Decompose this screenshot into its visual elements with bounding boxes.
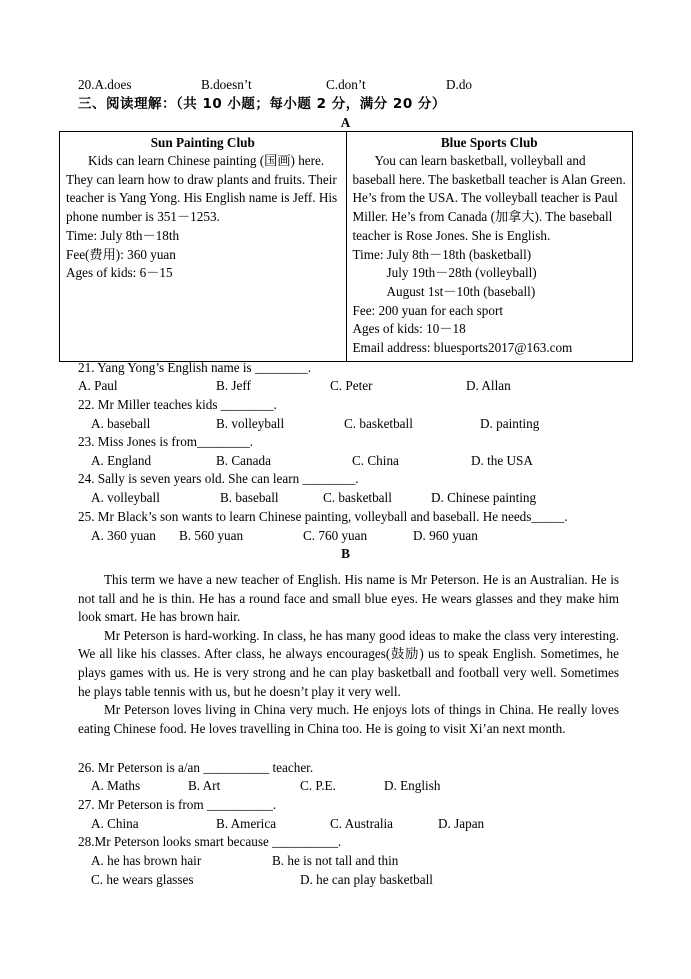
q26-options	[0, 777, 691, 795]
passage-b-paragraph-2: Mr Peterson is hard-working. In class, he has many good ideas to make the class very interesting. We all like his classes. After class, he always encourages(鼓励) us to speak English. Sometimes, he plays games with us. He is very strong and he can play basketball and football very well. Sometimes he plays table tennis with us, but he doesn’t play it very well.	[78, 627, 619, 699]
q23-options	[0, 452, 691, 470]
q24-option-a: A. volleyball	[91, 490, 160, 505]
club-right-time-baseball: August 1st－10th (baseball)	[386, 283, 536, 299]
q22-option-a: A. baseball	[91, 416, 151, 431]
q27-option-d: D. Japan	[438, 816, 485, 831]
q27-option-b: B. America	[216, 816, 277, 831]
sun-painting-club	[60, 132, 347, 362]
q20-option-a: 20.A.does	[78, 77, 132, 92]
q28-option-b: B. he is not tall and thin	[272, 853, 399, 868]
q28-option-c: C. he wears glasses	[91, 872, 194, 887]
club-right-time-volleyball: July 19th－28th (volleyball)	[386, 265, 537, 281]
q23-option-b: B. Canada	[216, 453, 271, 468]
q20-option-b: B.doesn’t	[201, 77, 252, 92]
q28-options-row-1	[0, 852, 691, 870]
q26-option-c: C. P.E.	[300, 778, 336, 793]
q26-stem: 26. Mr Peterson is a/an __________ teacher.	[78, 760, 314, 775]
q24-option-d: D. Chinese painting	[431, 490, 537, 505]
q22-stem: 22. Mr Miller teaches kids ________.	[78, 397, 277, 412]
club-right-email: Email address: bluesports2017@163.com	[352, 340, 573, 356]
q27-options	[0, 815, 691, 833]
q26-option-d: D. English	[384, 778, 441, 793]
q25-options	[0, 527, 691, 545]
club-right-title: Blue Sports Club	[440, 135, 538, 150]
q21-option-d: D. Allan	[466, 378, 511, 393]
q24-option-c: C. basketball	[323, 490, 392, 505]
q23-stem: 23. Miss Jones is from________.	[78, 434, 254, 449]
q28-stem: 28.Mr Peterson looks smart because __________.	[78, 834, 342, 849]
club-right-ages: Ages of kids: 10－18	[352, 321, 466, 337]
q25-stem: 25. Mr Black’s son wants to learn Chinese painting, volleyball and baseball. He needs_____.	[78, 509, 568, 524]
q22-options	[0, 415, 691, 433]
q26-option-b: B. Art	[188, 778, 221, 793]
q24-option-b: B. baseball	[220, 490, 279, 505]
q27-option-a: A. China	[91, 816, 139, 831]
q22-option-d: D. painting	[480, 416, 540, 431]
part-a-label: A	[340, 115, 351, 130]
q23-option-c: C. China	[352, 453, 399, 468]
passage-b-paragraph-3: Mr Peterson loves living in China very much. He enjoys lots of things in China. He really loves eating Chinese food. He loves travelling in China too. He is going to visit Xi’an next month.	[78, 702, 619, 736]
passage-b	[78, 571, 619, 738]
q27-option-c: C. Australia	[330, 816, 394, 831]
q21-option-c: C. Peter	[330, 378, 373, 393]
q24-options	[0, 489, 691, 507]
q25-option-b: B. 560 yuan	[179, 528, 244, 543]
club-right-desc: You can learn basketball, volleyball and baseball here. The basketball teacher is Alan Green. He’s from the USA. The volleyball teacher is Paul Miller. He’s from Canada (加拿大). The baseball teacher is Rose Jones. She is English.	[352, 153, 626, 243]
blue-sports-club	[346, 132, 633, 362]
q24-stem: 24. Sally is seven years old. She can learn ________.	[78, 471, 359, 486]
part-b-label: B	[341, 546, 350, 561]
q26-option-a: A. Maths	[91, 778, 141, 793]
q27-stem: 27. Mr Peterson is from __________.	[78, 797, 277, 812]
q23-option-a: A. England	[91, 453, 152, 468]
q21-stem: 21. Yang Yong’s English name is ________.	[78, 360, 312, 375]
club-left-title: Sun Painting Club	[150, 135, 255, 150]
passage-b-paragraph-1: This term we have a new teacher of English. His name is Mr Peterson. He is an Australian. He is not tall and he is thin. He has a round face and small blue eyes. He wears glasses and they make him look smart. He has brown hair.	[78, 572, 619, 625]
club-left-time: Time: July 8th－18th	[66, 227, 180, 243]
club-left-ages: Ages of kids: 6－15	[66, 265, 173, 281]
q21-option-b: B. Jeff	[216, 378, 251, 393]
q25-option-c: C. 760 yuan	[303, 528, 368, 543]
q25-option-a: A. 360 yuan	[91, 528, 156, 543]
question-20	[0, 76, 691, 94]
q22-option-b: B. volleyball	[216, 416, 285, 431]
club-left-fee: Fee(费用): 360 yuan	[66, 246, 176, 262]
section-header: 三、阅读理解：（共 10 小题；每小题 2 分，满分 20 分）	[78, 96, 446, 112]
club-right-fee: Fee: 200 yuan for each sport	[352, 302, 504, 318]
q20-option-c: C.don’t	[326, 77, 366, 92]
q20-option-d: D.do	[446, 77, 473, 92]
club-right-time-basketball: Time: July 8th－18th (basketball)	[352, 246, 532, 262]
clubs-table	[59, 131, 633, 362]
q25-option-d: D. 960 yuan	[413, 528, 478, 543]
q28-option-d: D. he can play basketball	[300, 872, 433, 887]
q23-option-d: D. the USA	[471, 453, 533, 468]
q28-options-row-2	[0, 871, 691, 889]
q21-option-a: A. Paul	[78, 378, 118, 393]
q28-option-a: A. he has brown hair	[91, 853, 202, 868]
q22-option-c: C. basketball	[344, 416, 413, 431]
club-left-desc: Kids can learn Chinese painting (国画) here. They can learn how to draw plants and fruits. Their teacher is Yang Yong. His English name is Jeff. His phone number is 351－1253.	[66, 153, 338, 225]
q21-options	[0, 377, 691, 395]
